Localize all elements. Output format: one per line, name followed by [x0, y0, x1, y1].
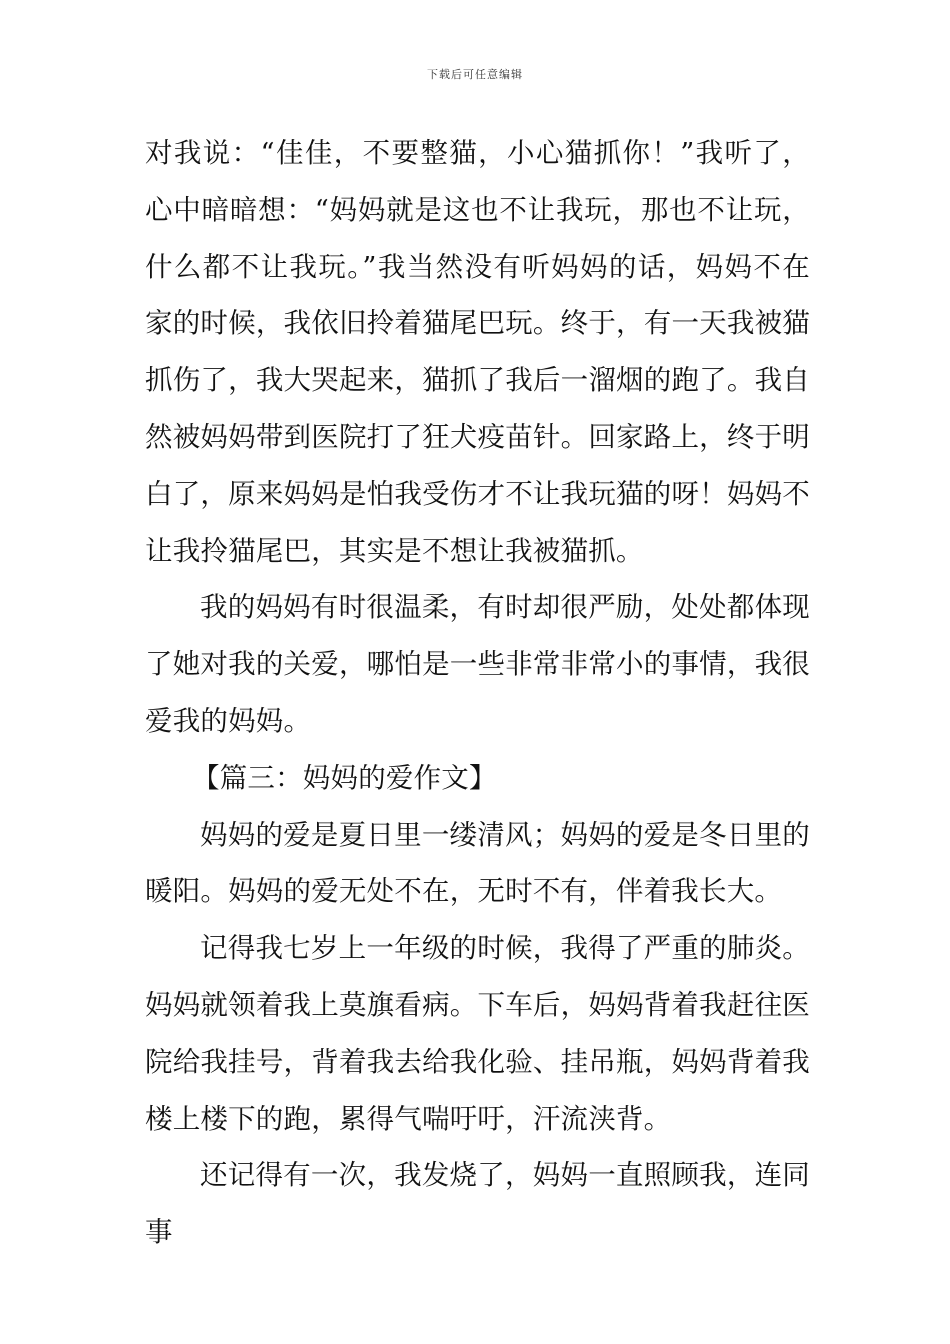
paragraph-fever-story: 还记得有一次，我发烧了，妈妈一直照顾我，连同事	[145, 1159, 810, 1249]
paragraph-mother-love-summary: 我的妈妈有时很温柔，有时却很严励，处处都体现了她对我的关爱，哪怕是一些非常非常小的事情，我很爱我的妈妈。	[145, 591, 810, 737]
section-heading: 【篇三：妈妈的爱作文】	[192, 761, 497, 794]
paragraph-continued-cat-story: 对我说：“佳佳，不要整猫，小心猫抓你！”我听了，心中暗暗想：“妈妈就是这也不让我玩，那也不让玩，什么都不让我玩。”我当然没有听妈妈的话，妈妈不在家的时候，我依旧拎着猫尾巴玩。终于，有一天我被猫抓伤了，我大哭起来，猫抓了我后一溜烟的跑了。我自然被妈妈带到医院打了狂犬疫苗针。回家路上，终于明白了，原来妈妈是怕我受伤才不让我玩猫的呀！妈妈不让我拎猫尾巴，其实是不想让我被猫抓。	[145, 137, 810, 567]
document-body	[145, 125, 810, 1261]
paragraph-pneumonia-story: 记得我七岁上一年级的时候，我得了严重的肺炎。妈妈就领着我上莫旗看病。下车后，妈妈背着我赶往医院给我挂号，背着我去给我化验、挂吊瓶，妈妈背着我楼上楼下的跑，累得气喘吁吁，汗流浃背。	[145, 932, 810, 1135]
header-note: 下载后可任意编辑	[427, 68, 523, 81]
paragraph-intro: 妈妈的爱是夏日里一缕清风；妈妈的爱是冬日里的暖阳。妈妈的爱无处不在，无时不有，伴着我长大。	[145, 818, 810, 908]
